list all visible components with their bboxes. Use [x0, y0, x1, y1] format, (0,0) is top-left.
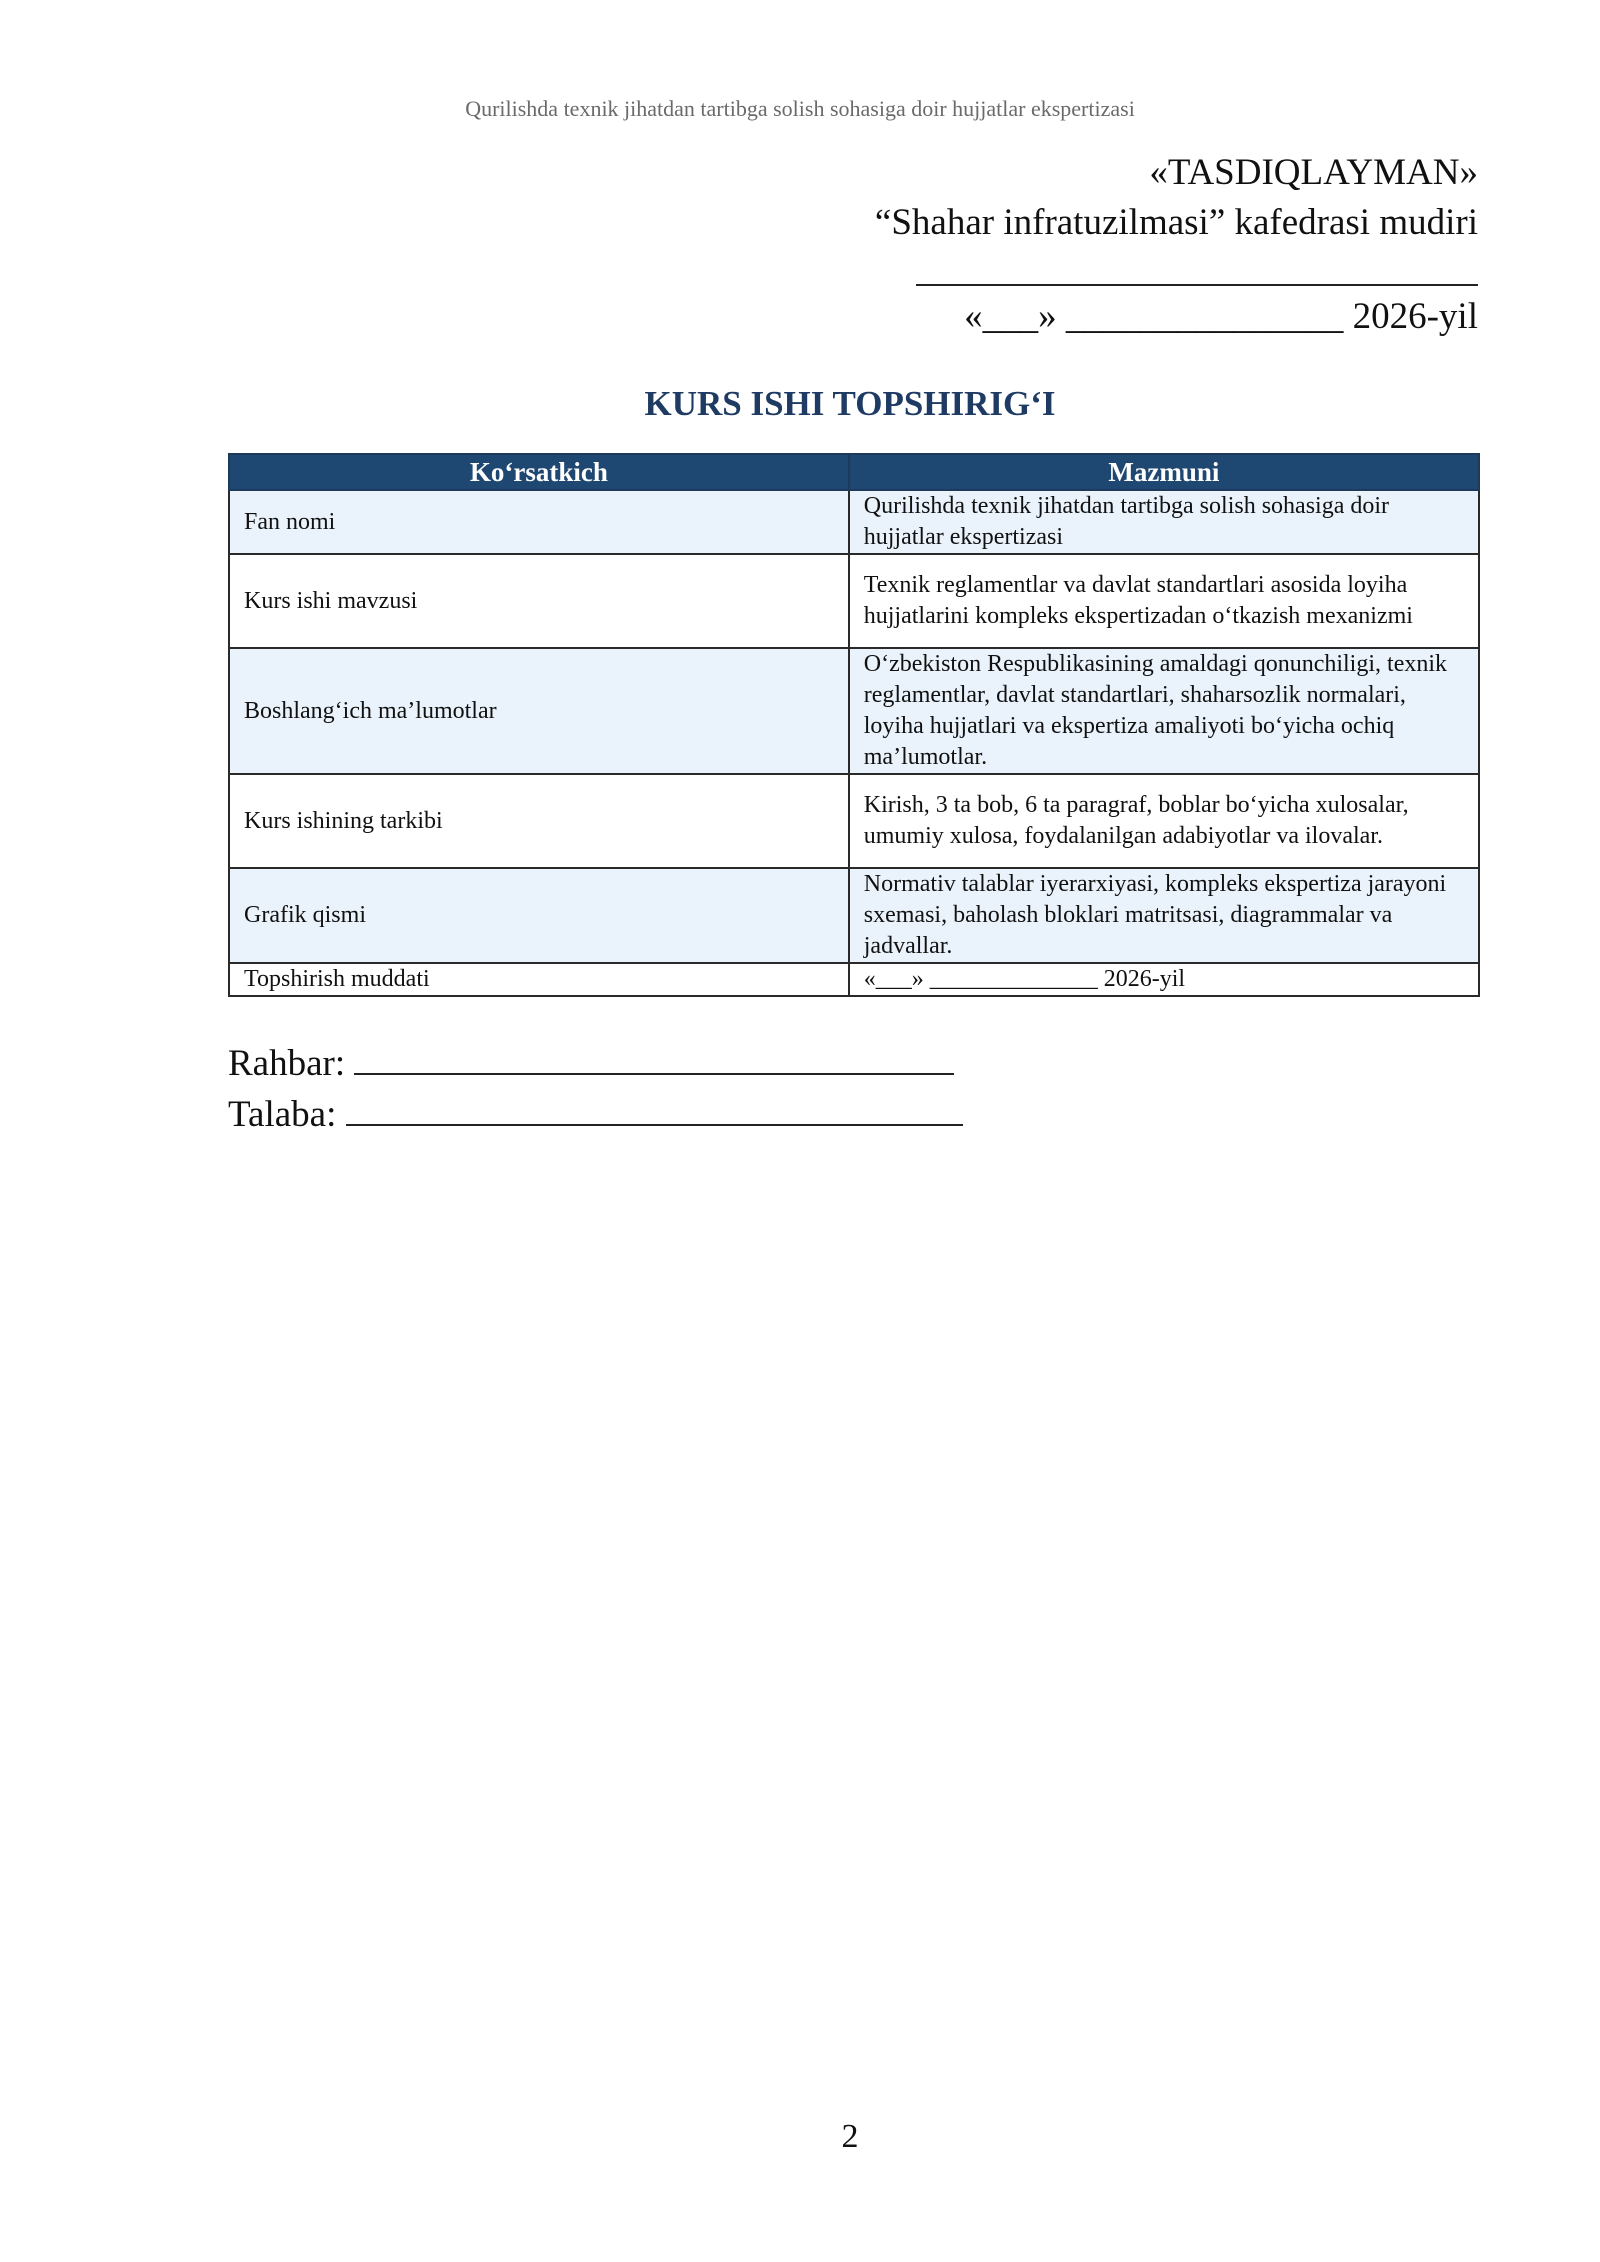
page-number: 2	[841, 2118, 859, 2155]
supervisor-signature-line	[354, 1039, 954, 1075]
row-label: Kurs ishining tarkibi	[229, 774, 849, 868]
table-header-row	[229, 454, 1479, 490]
document-title: KURS ISHI TOPSHIRIG‘I	[644, 384, 1056, 423]
approval-stamp: «TASDIQLAYMAN»	[1149, 152, 1478, 193]
student-signature	[228, 1089, 963, 1140]
row-value: Texnik reglamentlar va davlat standartlari asosida loyiha hujjatlarini kompleks ekspertizadan o‘tkazish mexanizmi	[849, 554, 1479, 648]
approval-position: “Shahar infratuzilmasi” kafedrasi mudiri	[874, 202, 1478, 243]
approval-block	[778, 148, 1478, 342]
row-label: Fan nomi	[229, 490, 849, 554]
row-value: Normativ talablar iyerarxiyasi, kompleks ekspertiza jarayoni sxemasi, baholash bloklari matritsasi, diagrammalar va jadvallar.	[849, 868, 1479, 963]
supervisor-label: Rahbar:	[228, 1043, 346, 1084]
signatures-block	[228, 1038, 963, 1140]
row-value: Qurilishda texnik jihatdan tartibga solish sohasiga doir hujjatlar ekspertizasi	[849, 490, 1479, 554]
table-row	[229, 554, 1479, 648]
row-label: Boshlang‘ich ma’lumotlar	[229, 648, 849, 774]
running-header: Qurilishda texnik jihatdan tartibga solish sohasiga doir hujjatlar ekspertizasi	[465, 96, 1135, 121]
row-label: Topshirish muddati	[229, 963, 849, 996]
table-row	[229, 648, 1479, 774]
column-header-indicator: Ko‘rsatkich	[229, 454, 849, 490]
row-value: Kirish, 3 ta bob, 6 ta paragraf, boblar bo‘yicha xulosalar, umumiy xulosa, foydalanilgan adabiyotlar va ilovalar.	[849, 774, 1479, 868]
table-row	[229, 774, 1479, 868]
table-row	[229, 490, 1479, 554]
approval-date-line: «___» _______________ 2026-yil	[964, 296, 1478, 337]
student-label: Talaba:	[228, 1094, 337, 1135]
supervisor-signature	[228, 1038, 963, 1089]
row-label: Kurs ishi mavzusi	[229, 554, 849, 648]
row-value: O‘zbekiston Respublikasining amaldagi qonunchiligi, texnik reglamentlar, davlat standartlari, shaharsozlik normalari, loyiha hujjatlari va ekspertiza amaliyoti bo‘yicha ochiq ma’lumotlar.	[849, 648, 1479, 774]
row-label: Grafik qismi	[229, 868, 849, 963]
student-signature-line	[346, 1090, 963, 1126]
head-signature-line	[916, 248, 1478, 286]
table-row	[229, 868, 1479, 963]
row-value: «___» ______________ 2026-yil	[849, 963, 1479, 996]
column-header-content: Mazmuni	[849, 454, 1479, 490]
table-row	[229, 963, 1479, 996]
assignment-table	[228, 453, 1480, 997]
